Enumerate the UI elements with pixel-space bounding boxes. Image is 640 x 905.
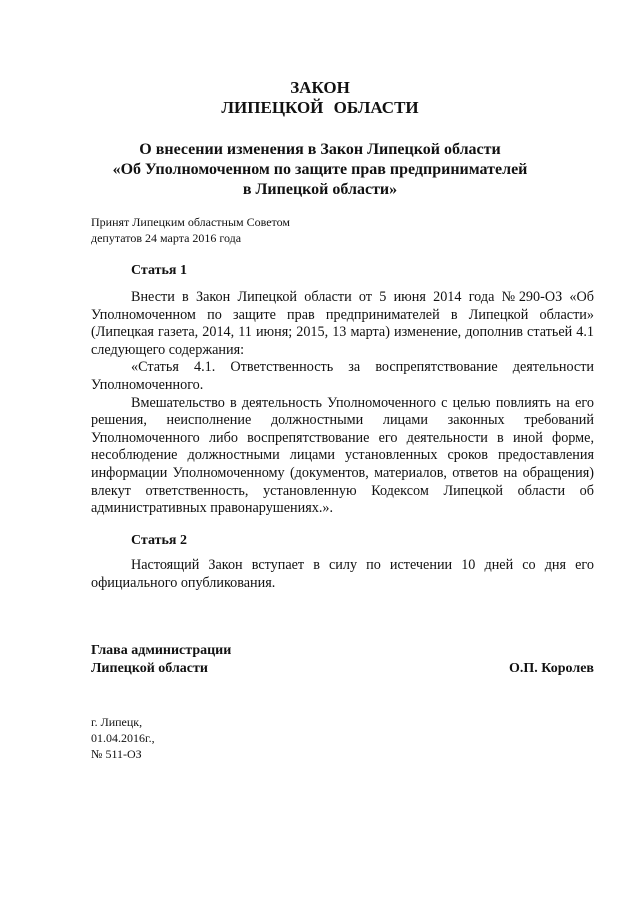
- subtitle-line-2: «Об Уполномоченном по защите прав предпринимателей: [112, 161, 528, 178]
- subtitle-line-3: в Липецкой области»: [242, 181, 398, 198]
- footer-date: 01.04.2016г.,: [91, 731, 155, 745]
- signature-block: [91, 642, 594, 678]
- article-2-paragraph-1: Настоящий Закон вступает в силу по истечении 10 дней со дня его официального опубликования.: [91, 557, 594, 591]
- article-1-body: [91, 289, 594, 518]
- article-1-paragraph-1: Внести в Закон Липецкой области от 5 июня 2014 года №290-ОЗ «Об Уполномоченном по защите прав предпринимателей в Липецкой области» (Липецкая газета, 2014, 11 июня; 2015, 13 марта) изменение, дополнив статьей 4.1 следующего содержания:: [91, 289, 594, 358]
- signatory-position-line-1: Глава администрации: [91, 643, 232, 658]
- document-footer: [91, 714, 155, 762]
- article-2-body: [91, 557, 594, 592]
- document-region-title: ЛИПЕЦКОЙ ОБЛАСТИ: [221, 98, 419, 117]
- article-2-heading: Статья 2: [131, 533, 187, 548]
- subtitle-line-1: О внесении изменения в Закон Липецкой области: [139, 141, 501, 158]
- signatory-name: О.П. Королев: [509, 661, 594, 676]
- footer-number: № 511-ОЗ: [91, 747, 142, 761]
- adoption-note: [91, 214, 290, 246]
- signature-row: [91, 660, 594, 678]
- signatory-position-line-2: Липецкой области: [91, 661, 208, 676]
- article-1-heading: Статья 1: [131, 263, 187, 278]
- adoption-note-line-2: депутатов 24 марта 2016 года: [91, 231, 242, 245]
- law-subject-heading: [60, 140, 580, 200]
- footer-place: г. Липецк,: [91, 715, 143, 729]
- adoption-note-line-1: Принят Липецким областным Советом: [91, 215, 290, 229]
- article-1-paragraph-3: Вмешательство в деятельность Уполномоченного с целью повлиять на его решения, неисполнение должностными лицами законных требований Уполномоченного либо воспрепятствование его деятельности в иной форме, несоблюдение должностными лицами установленных сроков предоставления информации Уполномоченному (документов, материалов, ответов на обращения) влекут ответственность, установленную Кодексом Липецкой области об административных правонарушениях.».: [91, 394, 594, 517]
- document-type-title: ЗАКОН: [290, 78, 350, 97]
- article-1-paragraph-2: «Статья 4.1. Ответственность за воспрепятствование деятельности Уполномоченного.: [91, 359, 594, 393]
